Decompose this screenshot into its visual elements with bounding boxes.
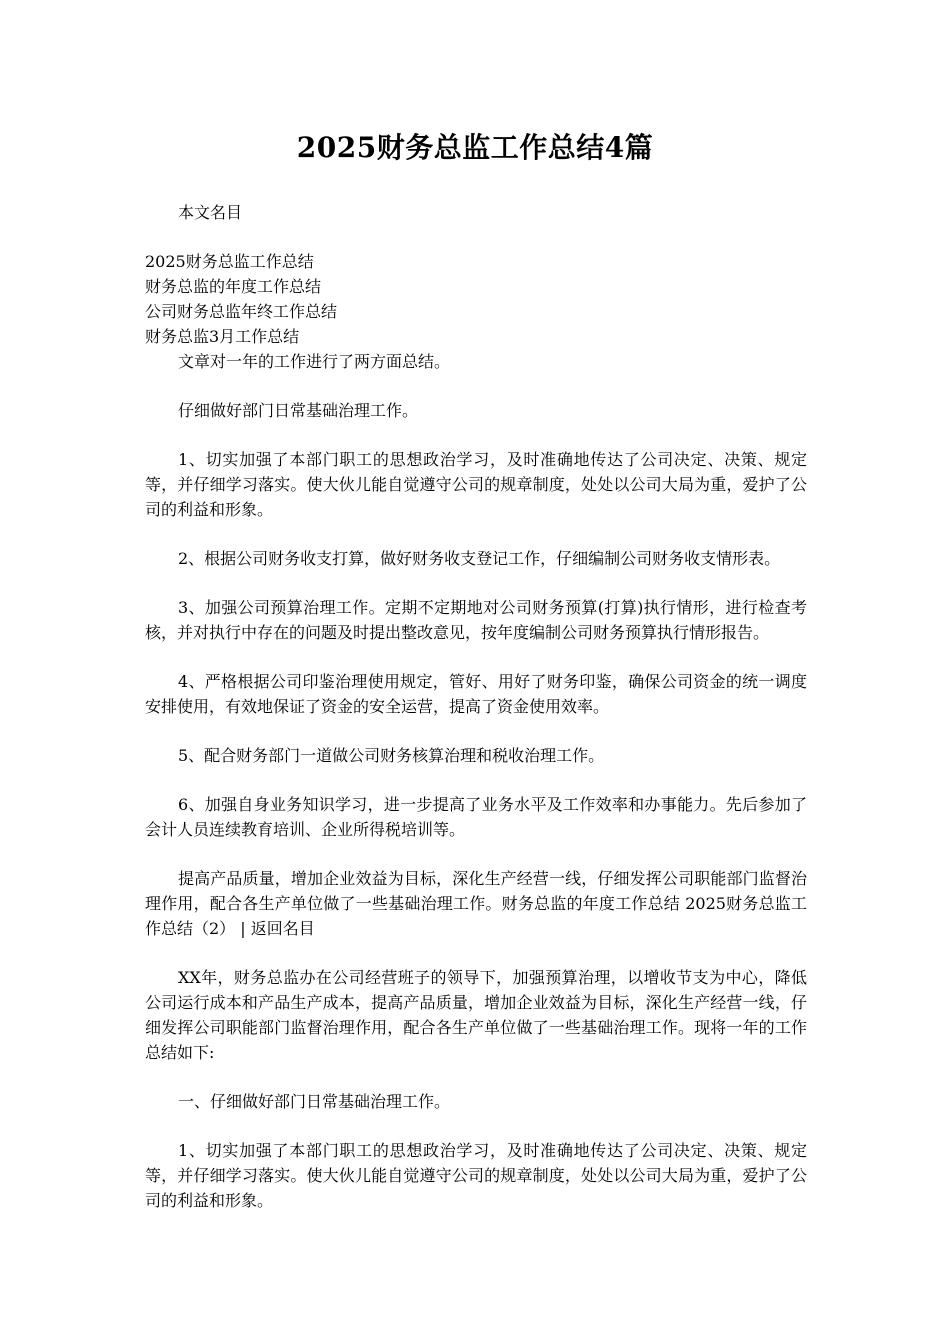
body-paragraph: 4、严格根据公司印鉴治理使用规定，管好、用好了财务印鉴，确保公司资金的统一调度安排使用，有效地保证了资金的安全运营，提高了资金使用效率。	[145, 672, 807, 716]
document-body	[145, 200, 807, 1213]
toc-item[interactable]: 财务总监的年度工作总结	[145, 277, 322, 296]
document-title: 2025财务总监工作总结4篇	[296, 131, 654, 164]
body-paragraph: 6、加强自身业务知识学习，进一步提高了业务水平及工作效率和办事能力。先后参加了会计人员连续教育培训、企业所得税培训等。	[145, 795, 807, 839]
table-of-contents	[145, 249, 807, 349]
section-heading: 一、仔细做好部门日常基础治理工作。	[178, 1092, 451, 1111]
body-paragraph: 3、加强公司预算治理工作。定期不定期地对公司财务预算(打算)执行情形，进行检查考核，并对执行中存在的问题及时提出整改意见，按年度编制公司财务预算执行情形报告。	[145, 598, 807, 642]
body-paragraph: 1、切实加强了本部门职工的思想政治学习，及时准确地传达了公司决定、决策、规定等，并仔细学习落实。使大伙儿能自觉遵守公司的规章制度，处处以公司大局为重，爱护了公司的利益和形象。	[145, 450, 807, 519]
toc-item[interactable]: 公司财务总监年终工作总结	[145, 302, 338, 321]
toc-item[interactable]: 2025财务总监工作总结	[145, 252, 314, 271]
toc-heading: 本文名目	[178, 203, 243, 222]
toc-item[interactable]: 财务总监3月工作总结	[145, 327, 300, 346]
body-paragraph: XX年，财务总监办在公司经营班子的领导下，加强预算治理，以增收节支为中心，降低公司运行成本和产品生产成本，提高产品质量，增加企业效益为目标，深化生产经营一线，仔细发挥公司职能部门监督治理作用，配合各生产单位做了一些基础治理工作。现将一年的工作总结如下:	[145, 968, 807, 1062]
body-paragraph: 1、切实加强了本部门职工的思想政治学习，及时准确地传达了公司决定、决策、规定等，并仔细学习落实。使大伙儿能自觉遵守公司的规章制度，处处以公司大局为重，爱护了公司的利益和形象。	[145, 1141, 807, 1210]
section-heading: 仔细做好部门日常基础治理工作。	[178, 401, 419, 420]
body-paragraph: 提高产品质量，增加企业效益为目标，深化生产经营一线，仔细发挥公司职能部门监督治理作用，配合各生产单位做了一些基础治理工作。财务总监的年度工作总结 2025财务总监工作总结（2） | 返回名目	[145, 869, 807, 938]
body-paragraph: 文章对一年的工作进行了两方面总结。	[178, 352, 451, 371]
body-paragraph: 2、根据公司财务收支打算，做好财务收支登记工作，仔细编制公司财务收支情形表。	[178, 549, 781, 568]
body-paragraph: 5、配合财务部门一道做公司财务核算治理和税收治理工作。	[178, 746, 605, 765]
